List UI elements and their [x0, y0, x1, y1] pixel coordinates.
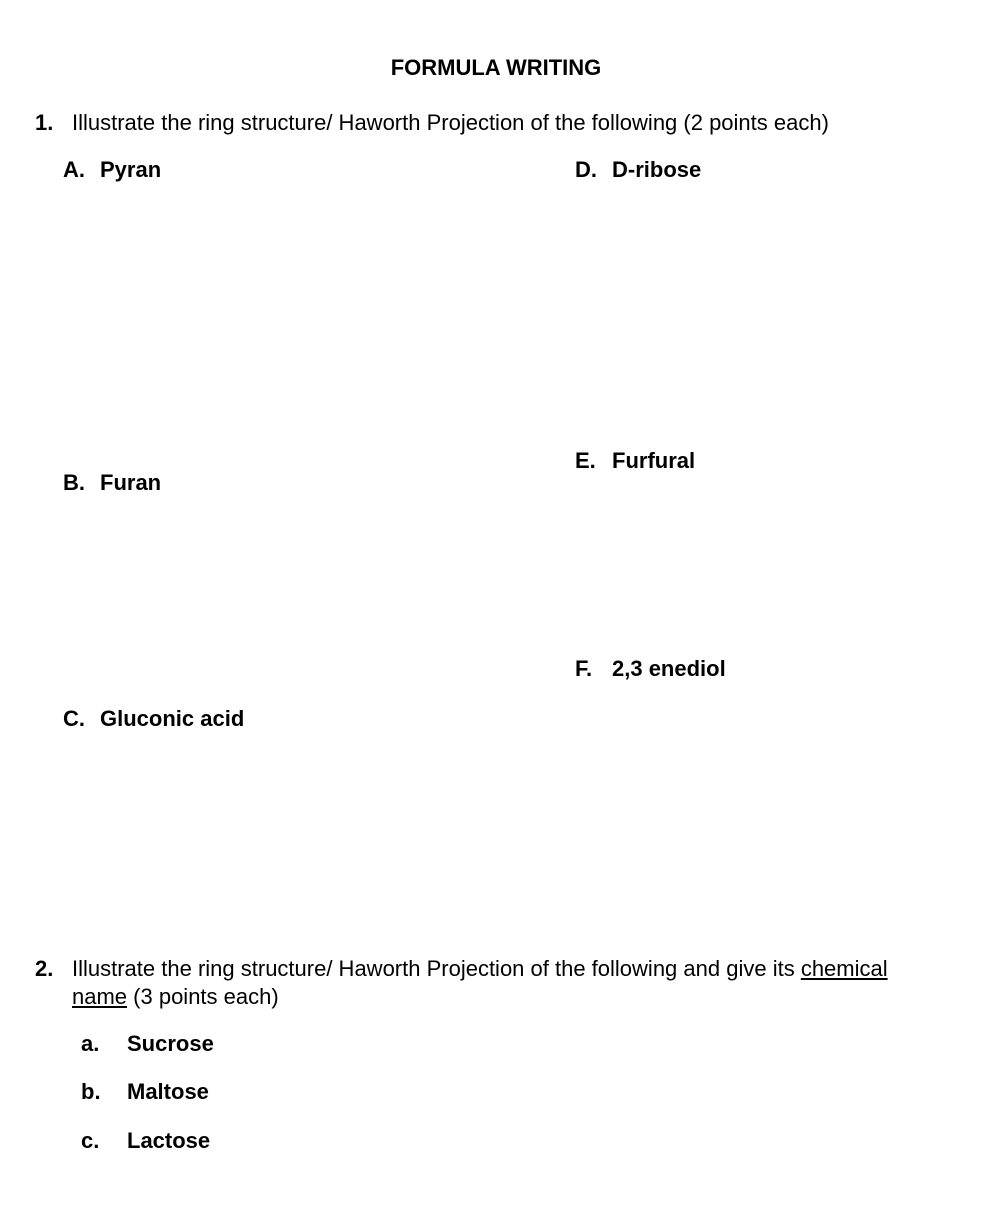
item-d [575, 157, 701, 183]
item-letter: A. [63, 157, 85, 182]
underlined-chemical: chemical [800, 956, 888, 981]
question-2-text-line-2 [72, 984, 279, 1010]
subitem-letter: b. [81, 1079, 101, 1104]
question-2-text-line-1 [72, 956, 888, 982]
item-letter: C. [63, 706, 85, 731]
subitem-letter: a. [81, 1031, 100, 1056]
page-title: FORMULA WRITING [390, 55, 602, 80]
item-label: Furan [100, 470, 162, 495]
item-f [575, 656, 726, 682]
subitem-letter: c. [81, 1128, 100, 1153]
item-label: 2,3 enediol [612, 656, 726, 681]
question-1-text: Illustrate the ring structure/ Haworth Projection of the following (2 points each) [72, 110, 829, 135]
underlined-name: name [72, 984, 128, 1009]
item-label: Gluconic acid [100, 706, 245, 731]
item-letter: D. [575, 157, 597, 182]
question-2-text: Illustrate the ring structure/ Haworth Projection of the following and give its [72, 956, 801, 981]
item-letter: E. [575, 448, 596, 473]
item-a [63, 157, 161, 183]
subitem-label: Sucrose [127, 1031, 214, 1056]
item-letter: F. [575, 656, 593, 681]
subitem-c [81, 1128, 210, 1154]
item-label: Pyran [100, 157, 162, 182]
item-letter: B. [63, 470, 85, 495]
subitem-b [81, 1079, 209, 1105]
question-1-number: 1. [35, 110, 54, 135]
item-label: D-ribose [612, 157, 702, 182]
question-2-points: (3 points each) [127, 984, 279, 1009]
item-e [575, 448, 695, 474]
subitem-a [81, 1031, 214, 1057]
item-label: Furfural [612, 448, 696, 473]
item-b [63, 470, 161, 496]
question-2-number: 2. [35, 956, 54, 981]
item-c [63, 706, 244, 732]
subitem-label: Lactose [127, 1128, 211, 1153]
subitem-label: Maltose [127, 1079, 209, 1104]
